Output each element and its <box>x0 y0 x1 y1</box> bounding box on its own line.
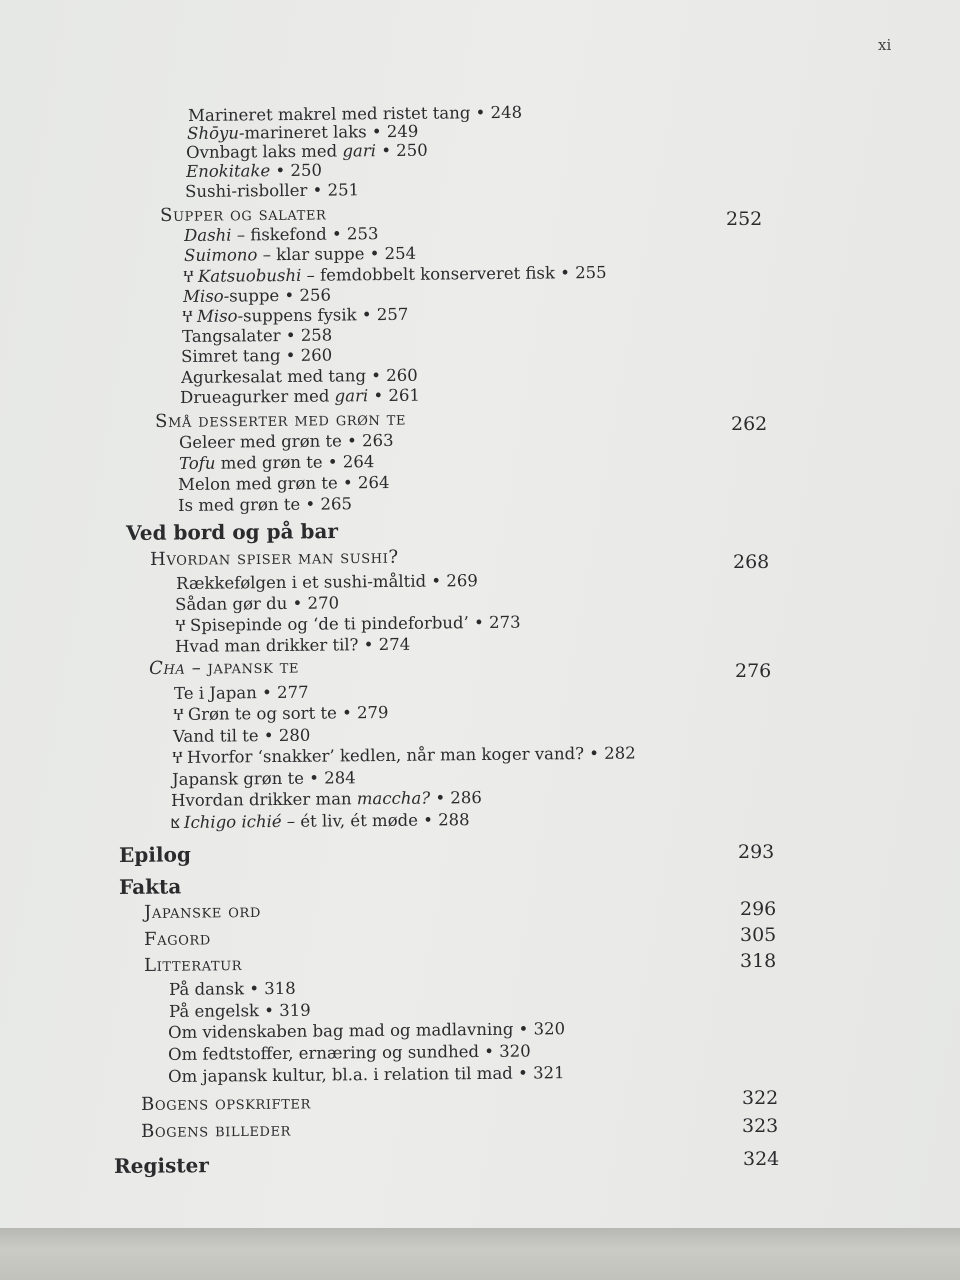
toc-entry <box>168 1019 565 1042</box>
toc-entry <box>175 613 521 635</box>
toc-entry <box>179 452 374 473</box>
toc-text: Ved bord og på bar <box>126 518 339 545</box>
toc-text: Hvordan spiser man sushi? <box>150 546 399 570</box>
toc-entry <box>180 386 420 407</box>
toc-page-ref: 322 <box>742 1087 779 1109</box>
toc-entry <box>186 161 322 181</box>
toc-page-ref: 293 <box>738 841 775 863</box>
toc-text: Sushi-risboller • 251 <box>185 180 360 201</box>
toc-text: Små desserter med grøn te <box>155 408 407 432</box>
toc-chapter-heading <box>150 547 399 570</box>
toc-text: Marineret makrel med ristet tang • 248 <box>188 102 523 125</box>
toc-text: • 286 <box>430 788 482 808</box>
toc-text: • 250 <box>375 140 428 161</box>
toc-entry <box>176 571 478 593</box>
toc-chapter-heading <box>141 1120 291 1142</box>
toc-text: Sådan gør du • 270 <box>175 593 340 614</box>
feature-symbol-icon: Ⴤ <box>172 751 184 767</box>
toc-text: Suimono <box>184 245 258 265</box>
toc-page-ref: 323 <box>742 1115 779 1137</box>
toc-text: gari <box>342 141 377 161</box>
toc-chapter-heading <box>155 409 406 432</box>
toc-entry <box>174 683 309 703</box>
toc-chapter-heading <box>141 1092 311 1115</box>
toc-text: • 250 <box>270 160 323 181</box>
toc-entry <box>186 141 428 162</box>
toc-text: Tofu <box>179 453 216 473</box>
toc-entry <box>171 788 482 810</box>
toc-text: Epilog <box>119 842 191 867</box>
toc-part-heading <box>126 519 338 545</box>
toc-entry <box>168 1042 531 1064</box>
toc-text: Hvordan drikker man <box>171 789 357 810</box>
toc-text: Ichigo ichié <box>183 811 282 832</box>
toc-text: Japanske ord <box>144 900 262 923</box>
toc-entry <box>187 122 418 143</box>
toc-text: Bogens opskrifter <box>141 1092 312 1115</box>
toc-text: Rækkefølgen i et sushi-måltid • 269 <box>176 571 478 593</box>
feature-symbol-icon: ⴿ <box>171 816 181 832</box>
toc-entry <box>184 224 379 245</box>
toc-text: Tangsalater • 258 <box>182 325 333 346</box>
toc-text: På engelsk • 319 <box>169 1000 311 1021</box>
toc-text: Dashi <box>184 225 232 245</box>
toc-entry <box>185 180 359 201</box>
toc-page-ref: 324 <box>743 1148 780 1170</box>
toc-text: Om japansk kultur, bl.a. i relation til mad • 321 <box>168 1063 565 1086</box>
toc-text: Japansk grøn te • 284 <box>172 768 356 789</box>
toc-entry <box>169 1001 311 1021</box>
toc-entry <box>171 810 470 832</box>
toc-entry <box>172 744 636 767</box>
toc-text: • 261 <box>368 385 421 406</box>
toc-text: Litteratur <box>144 954 243 976</box>
toc-text: Miso <box>183 286 224 306</box>
toc-text: – fiskefond • 253 <box>231 224 379 245</box>
toc-entry <box>181 346 332 366</box>
toc-chapter-heading <box>144 901 261 923</box>
toc-text: Hvorfor ‘snakker’ kedlen, når man koger vand? • 282 <box>186 743 636 767</box>
toc-chapter-heading <box>144 928 211 950</box>
toc-text: Spisepinde og ‘de ti pindeforbud’ • 273 <box>189 612 521 635</box>
toc-page-ref: 262 <box>731 413 768 435</box>
toc-entry <box>173 726 310 746</box>
toc-page-ref: 305 <box>740 924 777 946</box>
toc-entry <box>181 366 418 387</box>
toc-part-heading <box>119 874 181 899</box>
feature-symbol-icon: Ⴤ <box>175 619 187 635</box>
toc-part-heading <box>114 1153 209 1178</box>
toc-text: Supper og salater <box>160 203 327 226</box>
toc-text: -suppe • 256 <box>223 285 332 306</box>
toc-chapter-heading <box>149 657 299 679</box>
toc-text: Enokitake <box>186 161 271 181</box>
toc-entry <box>183 263 607 286</box>
toc-text: Om fedtstoffer, ernæring og sundhed • 320 <box>168 1041 531 1064</box>
toc-entry <box>178 473 390 494</box>
toc-text: – japansk te <box>185 656 300 679</box>
toc-entry <box>183 286 331 306</box>
toc-text: Shōyu <box>187 123 239 143</box>
toc-entry <box>182 326 332 346</box>
toc-text: Melon med grøn te • 264 <box>178 472 390 494</box>
toc-text: Agurkesalat med tang • 260 <box>181 365 418 387</box>
page-number: xi <box>878 36 892 54</box>
toc-text: Om videnskaben bag mad og madlavning • 320 <box>168 1019 566 1042</box>
toc-text: Simret tang • 260 <box>181 345 333 366</box>
toc-entry <box>178 494 352 515</box>
toc-page-ref: 318 <box>740 950 777 972</box>
toc-entry <box>175 635 410 656</box>
toc-text: – klar suppe • 254 <box>257 243 417 265</box>
toc-entry <box>169 979 296 999</box>
toc-text: Is med grøn te • 265 <box>178 494 353 515</box>
toc-text: Grøn te og sort te • 279 <box>187 702 389 724</box>
toc-text: – ét liv, ét møde • 288 <box>281 810 470 831</box>
toc-text: Register <box>114 1153 209 1178</box>
toc-text: Cha <box>149 657 186 679</box>
toc-entry <box>184 244 416 265</box>
toc-page-ref: 268 <box>733 551 770 573</box>
toc-entry <box>168 1063 565 1086</box>
toc-entry <box>182 305 408 326</box>
feature-symbol-icon: Ⴤ <box>173 708 185 724</box>
toc-page-ref: 252 <box>726 208 763 230</box>
toc-chapter-heading <box>144 954 242 976</box>
toc-text: Hvad man drikker til? • 274 <box>175 634 411 656</box>
toc-text: Bogens billeder <box>141 1119 292 1142</box>
toc-text: -marineret laks • 249 <box>238 121 419 143</box>
toc-text: Miso <box>196 306 238 326</box>
toc-entry <box>179 431 394 452</box>
table-surface <box>0 1228 960 1280</box>
toc-text: maccha? <box>356 788 431 809</box>
toc-text: Fagord <box>144 928 211 950</box>
toc-text: Katsuobushi <box>197 265 302 286</box>
toc-text: -suppens fysik • 257 <box>237 304 409 326</box>
toc-text: Fakta <box>119 874 182 899</box>
toc-text: På dansk • 318 <box>169 978 296 999</box>
toc-chapter-heading <box>160 203 327 226</box>
toc-text: Ovnbagt laks med <box>186 141 343 162</box>
toc-text: Geleer med grøn te • 263 <box>179 430 394 452</box>
feature-symbol-icon: Ⴤ <box>183 270 195 286</box>
toc-entry <box>173 703 389 724</box>
toc-page-ref: 296 <box>740 898 777 920</box>
toc-text: Drueagurker med <box>180 386 335 407</box>
toc-text: – femdobbelt konserveret fisk • 255 <box>301 262 607 285</box>
toc-part-heading <box>119 842 191 867</box>
toc-entry <box>172 768 356 789</box>
toc-text: Te i Japan • 277 <box>174 682 309 703</box>
toc-text: med grøn te • 264 <box>215 452 375 473</box>
feature-symbol-icon: Ⴤ <box>182 310 194 326</box>
toc-entry <box>175 593 339 614</box>
toc-text: gari <box>334 386 369 406</box>
toc-text: Vand til te • 280 <box>173 725 311 746</box>
toc-page-ref: 276 <box>735 660 772 682</box>
